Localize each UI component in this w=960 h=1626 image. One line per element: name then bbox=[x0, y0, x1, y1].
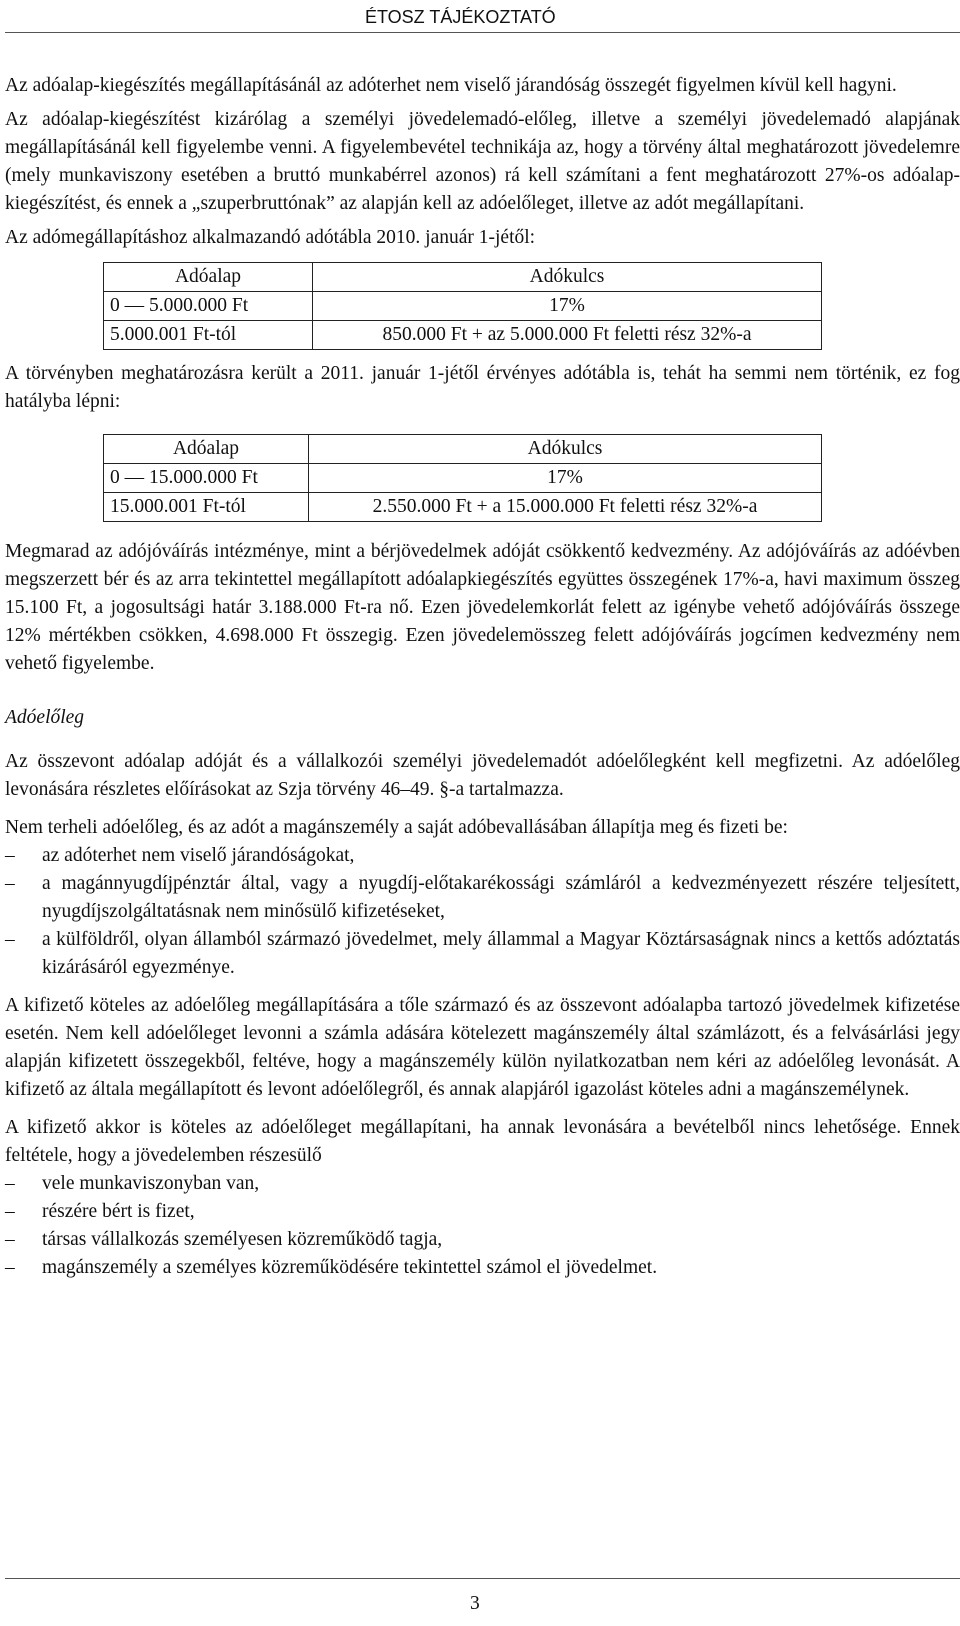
paragraph-adotabla-2011-intro: A törvényben meghatározásra került a 2011. január 1-jétől érvényes adótábla is, tehát ha semmi nem történik, ez fog hatályba lépni: bbox=[5, 363, 960, 412]
table-cell: 2.550.000 Ft + a 15.000.000 Ft feletti rész 32%-a bbox=[309, 493, 822, 522]
list-item bbox=[5, 1170, 960, 1198]
list-jovedelemben-reszesulo bbox=[5, 1170, 960, 1282]
list-item-text: a magánnyugdíjpénztár által, vagy a nyugdíj-előtakarékossági számláról a kedvezményezett részére teljesített, nyugdíjszolgáltatásnak nem minősülő kifizetéseket, bbox=[42, 873, 960, 922]
dash-marker: – bbox=[5, 1257, 15, 1278]
table-row bbox=[104, 321, 822, 350]
list-item bbox=[5, 1226, 960, 1254]
table-cell: 17% bbox=[313, 292, 822, 321]
tax-table-2010 bbox=[103, 262, 822, 350]
paragraph-adotabla-2010-intro: Az adómegállapításhoz alkalmazandó adótábla 2010. január 1-jétől: bbox=[5, 227, 536, 248]
footer-divider bbox=[5, 1578, 960, 1579]
table-cell: 5.000.001 Ft-tól bbox=[104, 321, 313, 350]
list-item bbox=[5, 1254, 960, 1282]
list-item-text: vele munkaviszonyban van, bbox=[42, 1173, 260, 1194]
table-cell: 17% bbox=[309, 464, 822, 493]
header-title: ÉTOSZ TÁJÉKOZTATÓ bbox=[365, 7, 556, 27]
tax-table-2011 bbox=[103, 434, 822, 522]
list-item bbox=[5, 842, 960, 870]
paragraph-kifizeto-koteles: A kifizető köteles az adóelőleg megállapítására a tőle származó és az összevont adóalapba tartozó jövedelmek kifizetése esetén. Nem kell adóelőleget levonni a számla adására kötelezett magánszemély által számlázott, és a felvásárlási jegy alapján kifizetett összegekből, feltéve, hogy a magánszemély külön nyilatkozatban nem kéri az adóelőleg levonását. A kifizető az általa megállapított és levont adóelőlegről, és annak alapjáról igazolást köteles adni a magánszemélynek. bbox=[5, 995, 960, 1100]
list-item-text: részére bért is fizet, bbox=[42, 1201, 195, 1222]
table-row bbox=[104, 493, 822, 522]
dash-marker: – bbox=[5, 1201, 15, 1222]
table-header-cell: Adókulcs bbox=[309, 435, 822, 464]
paragraph-adoeloleg-megfizetes: Az összevont adóalap adóját és a vállalkozói személyi jövedelemadót adóelőlegként kell megfizetni. Az adóelőleg levonására részletes előírásokat az Szja törvény 46–49. §-a tartalmazza. bbox=[5, 751, 960, 800]
table-header-row bbox=[104, 263, 822, 292]
paragraph-nem-terheli-adoeloleg: Nem terheli adóelőleg, és az adót a magánszemély a saját adóbevallásában állapítja meg és fizeti be: bbox=[5, 817, 788, 838]
list-item-text: az adóterhet nem viselő járandóságokat, bbox=[42, 845, 355, 866]
table-header-cell: Adóalap bbox=[104, 435, 309, 464]
table-row bbox=[104, 292, 822, 321]
page-number: 3 bbox=[470, 1593, 480, 1614]
paragraph-kifizeto-akkor-is: A kifizető akkor is köteles az adóelőleget megállapítani, ha annak levonására a bevételből nincs lehetősége. Ennek feltétele, hogy a jövedelemben részesülő bbox=[5, 1117, 960, 1166]
list-nem-terheli bbox=[5, 842, 960, 982]
dash-marker: – bbox=[5, 1173, 15, 1194]
dash-marker: – bbox=[5, 1229, 15, 1250]
table-cell: 850.000 Ft + az 5.000.000 Ft feletti rész 32%-a bbox=[313, 321, 822, 350]
list-item bbox=[5, 1198, 960, 1226]
list-item bbox=[5, 926, 960, 982]
list-item bbox=[5, 870, 960, 926]
table-header-row bbox=[104, 435, 822, 464]
page-header bbox=[5, 0, 960, 33]
table-cell: 15.000.001 Ft-tól bbox=[104, 493, 309, 522]
list-item-text: társas vállalkozás személyesen közreműködő tagja, bbox=[42, 1229, 443, 1250]
list-item-text: a külföldről, olyan államból származó jövedelmet, mely állammal a Magyar Köztársaságnak nincs a kettős adóztatás kizárásáról egyezménye. bbox=[42, 929, 960, 978]
dash-marker: – bbox=[5, 929, 15, 950]
paragraph-adojovairas: Megmarad az adójóváírás intézménye, mint a bérjövedelmek adóját csökkentő kedvezmény. Az adójóváírás az adóévben megszerzett bér és az arra tekintettel megállapított adóalapkiegészítés együttes összegének 17%-a, havi maximum összeg 15.100 Ft, a jogosultsági határ 3.188.000 Ft-ra nő. Ezen jövedelemkorlát felett az igénybe vehető adójóváírás összege 12% mértékben csökken, 4.698.000 Ft összegig. Ezen jövedelemösszeg felett adójóváírás jogcímen kedvezmény nem vehető figyelembe. bbox=[5, 541, 960, 674]
document-page bbox=[5, 0, 960, 1626]
paragraph-adoalap-kiegeszites-terhet-nem-visel: Az adóalap-kiegészítés megállapításánál az adóterhet nem viselő járandóság összegét figyelmen kívül kell hagyni. bbox=[5, 75, 897, 96]
dash-marker: – bbox=[5, 845, 15, 866]
table-cell: 0 — 15.000.000 Ft bbox=[104, 464, 309, 493]
table-cell: 0 — 5.000.000 Ft bbox=[104, 292, 313, 321]
section-heading-adoeloleg: Adóelőleg bbox=[5, 707, 85, 728]
paragraph-figyelembevetel: Az adóalap-kiegészítést kizárólag a személyi jövedelemadó-előleg, illetve a személyi jövedelemadó alapjának megállapításánál kell figyelembe venni. A figyelembevétel technikája az, hogy a törvény által meghatározott jövedelemre (mely munkaviszony esetében a bruttó munkabérrel azonos) rá kell számítani a fent meghatározott 27%-os adóalap-kiegészítést, és ennek a „szuperbruttónak” az alapján kell az adóelőleget, illetve az adót megállapítani. bbox=[5, 109, 960, 214]
table-header-cell: Adókulcs bbox=[313, 263, 822, 292]
table-header-cell: Adóalap bbox=[104, 263, 313, 292]
dash-marker: – bbox=[5, 873, 15, 894]
list-item-text: magánszemély a személyes közreműködésére tekintettel számol el jövedelmet. bbox=[42, 1257, 658, 1278]
table-row bbox=[104, 464, 822, 493]
page-content bbox=[5, 72, 960, 1282]
